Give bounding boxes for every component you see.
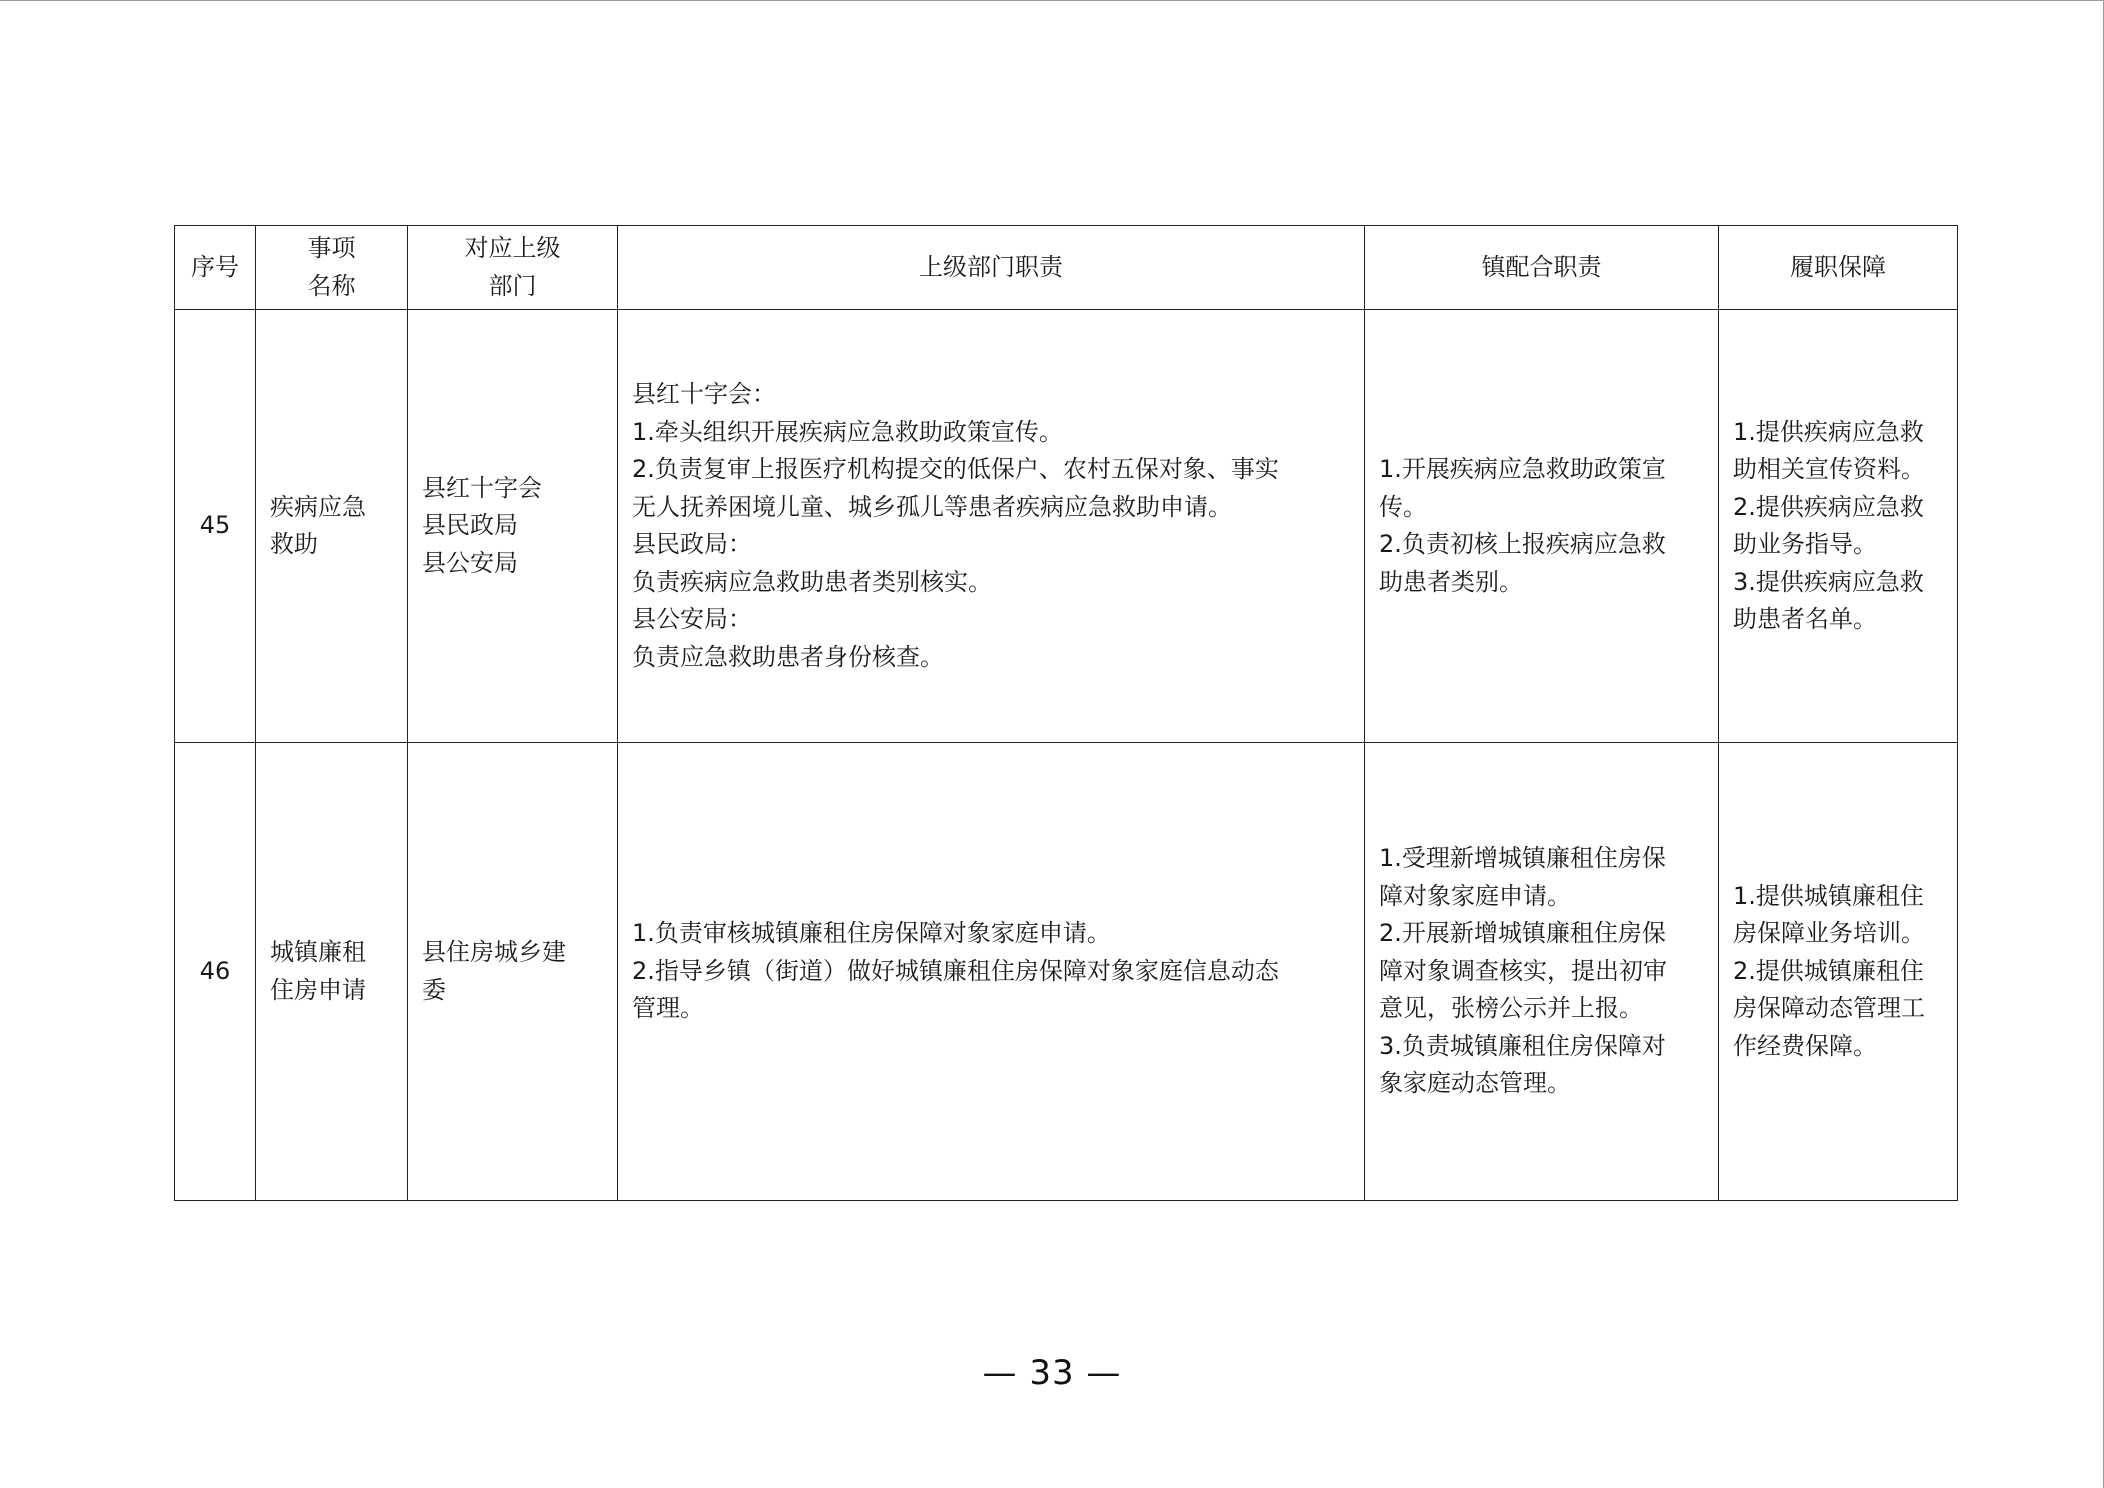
duty-table xyxy=(174,225,1958,1201)
town-duties-cell: 1.开展疾病应急救助政策宣 传。 2.负责初核上报疾病应急救 助患者类别。 xyxy=(1365,310,1719,743)
header-support: 履职保障 xyxy=(1719,226,1958,310)
header-upper-duties: 上级部门职责 xyxy=(618,226,1365,310)
upper-duties-cell: 1.负责审核城镇廉租住房保障对象家庭申请。 2.指导乡镇（街道）做好城镇廉租住房保障对象家庭信息动态 管理。 xyxy=(618,743,1365,1201)
table-header-row xyxy=(175,226,1958,310)
upper-dept-cell: 县红十字会 县民政局 县公安局 xyxy=(408,310,618,743)
row-number: 45 xyxy=(175,310,256,743)
header-item-name: 事项 名称 xyxy=(256,226,408,310)
table-row xyxy=(175,310,1958,743)
support-cell: 1.提供城镇廉租住 房保障业务培训。 2.提供城镇廉租住 房保障动态管理工 作经费保障。 xyxy=(1719,743,1958,1201)
town-duties-cell: 1.受理新增城镇廉租住房保 障对象家庭申请。 2.开展新增城镇廉租住房保 障对象调查核实，提出初审 意见，张榜公示并上报。 3.负责城镇廉租住房保障对 象家庭动态管理。 xyxy=(1365,743,1719,1201)
header-no: 序号 xyxy=(175,226,256,310)
support-cell: 1.提供疾病应急救 助相关宣传资料。 2.提供疾病应急救 助业务指导。 3.提供疾病应急救 助患者名单。 xyxy=(1719,310,1958,743)
page-number: — 33 — xyxy=(982,1353,1122,1393)
header-town-duties: 镇配合职责 xyxy=(1365,226,1719,310)
item-name-cell: 疾病应急 救助 xyxy=(256,310,408,743)
item-name-cell: 城镇廉租 住房申请 xyxy=(256,743,408,1201)
table-row xyxy=(175,743,1958,1201)
header-upper-dept: 对应上级 部门 xyxy=(408,226,618,310)
upper-dept-cell: 县住房城乡建 委 xyxy=(408,743,618,1201)
page-top-border xyxy=(0,0,2104,1)
upper-duties-cell: 县红十字会： 1.牵头组织开展疾病应急救助政策宣传。 2.负责复审上报医疗机构提交的低保户、农村五保对象、事实 无人抚养困境儿童、城乡孤儿等患者疾病应急救助申请。 县民政局： 负责疾病应急救助患者类别核实。 县公安局： 负责应急救助患者身份核查。 xyxy=(618,310,1365,743)
row-number: 46 xyxy=(175,743,256,1201)
